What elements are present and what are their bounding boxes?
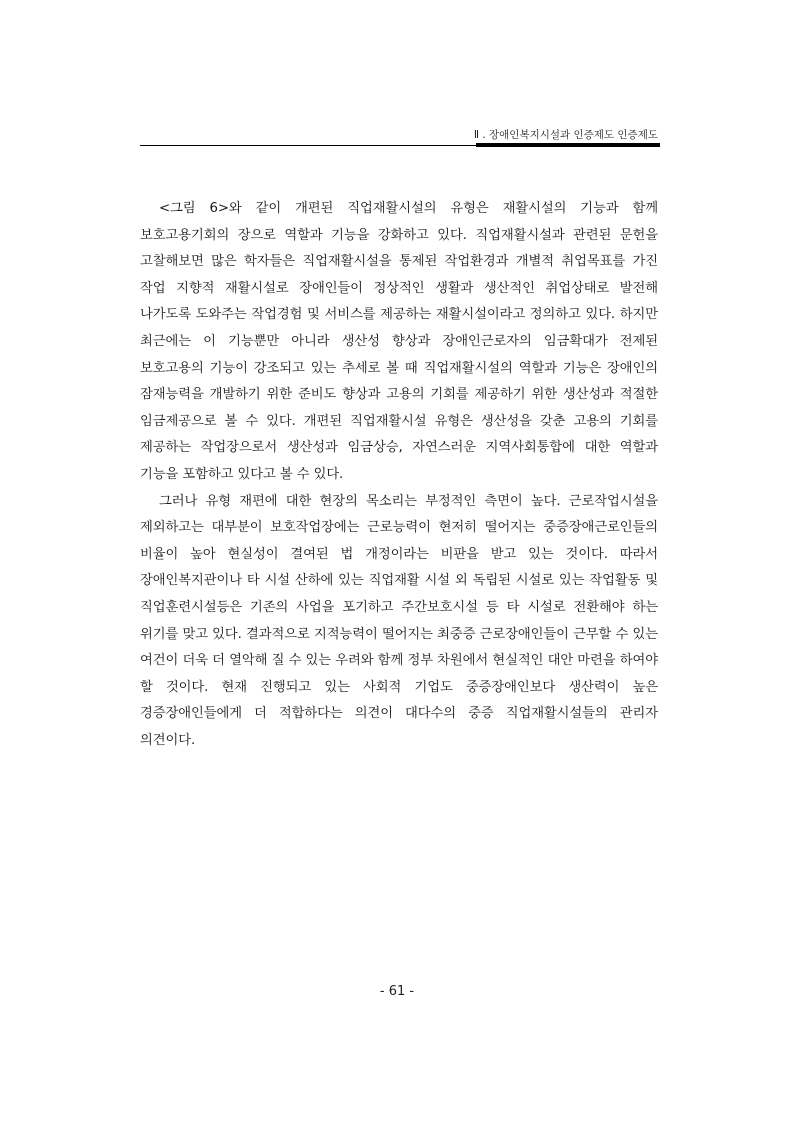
running-header: [140, 128, 660, 150]
running-header-title: Ⅱ . 장애인복지시설과 인증제도 인증제도: [473, 129, 658, 141]
body-text: [140, 196, 658, 754]
page-number: - 61 -: [379, 984, 415, 999]
body-paragraph-2: 그러나 유형 재편에 대한 현장의 목소리는 부정적인 측면이 높다. 근로작업시설을 제외하고는 대부분이 보호작업장에는 근로능력이 현저히 떨어지는 중증장애근로인들의 비율이 높아 현실성이 결여된 법 개정이라는 비판을 받고 있는 것이다. 따라서 장애인복지관이나 타 시설 산하에 있는 직업재활 시설 외 독립된 시설로 있는 작업활동 및 직업훈련시설등은 기존의 사업을 포기하고 주간보호시설 등 타 시설로 전환해야 하는 위기를 맞고 있다. 결과적으로 지적능력이 떨어지는 최중증 근로장애인들이 근무할 수 있는 여건이 더욱 더 열악해 질 수 있는 우려와 함께 정부 차원에서 현실적인 대안 마련을 하여야 할 것이다. 현재 진행되고 있는 사회적 기업도 중증장애인보다 생산력이 높은 경증장애인들에게 더 적합하다는 의견이 대다수의 중증 직업재활시설들의 관리자 의견이다.: [140, 493, 658, 748]
body-paragraph-1: <그림 6>와 같이 개편된 직업재활시설의 유형은 재활시설의 기능과 함께 보호고용기회의 장으로 역할과 기능을 강화하고 있다. 직업재활시설과 관련된 문헌을 고찰해보면 많은 학자들은 직업재활시설을 통제된 작업환경과 개별적 취업목표를 가진 작업 지향적 재활시설로 장애인들이 정상적인 생활과 생산적인 취업상태로 발전해 나가도록 도와주는 작업경험 및 서비스를 제공하는 재활시설이라고 정의하고 있다. 하지만 최근에는 이 기능뿐만 아니라 생산성 향상과 장애인근로자의 임금확대가 전제된 보호고용의 기능이 강조되고 있는 추세로 볼 때 직업재활시설의 역할과 기능은 장애인의 잠재능력을 개발하기 위한 준비도 향상과 고용의 기회를 제공하기 위한 생산성과 적절한 임금제공으로 볼 수 있다. 개편된 직업재활시설 유형은 생산성을 갖춘 고용의 기회를 제공하는 작업장으로서 생산성과 임금상승, 자연스러운 지역사회통합에 대한 역할과 기능을 포함하고 있다고 볼 수 있다.: [140, 201, 658, 482]
header-rule-accent: [476, 143, 660, 147]
